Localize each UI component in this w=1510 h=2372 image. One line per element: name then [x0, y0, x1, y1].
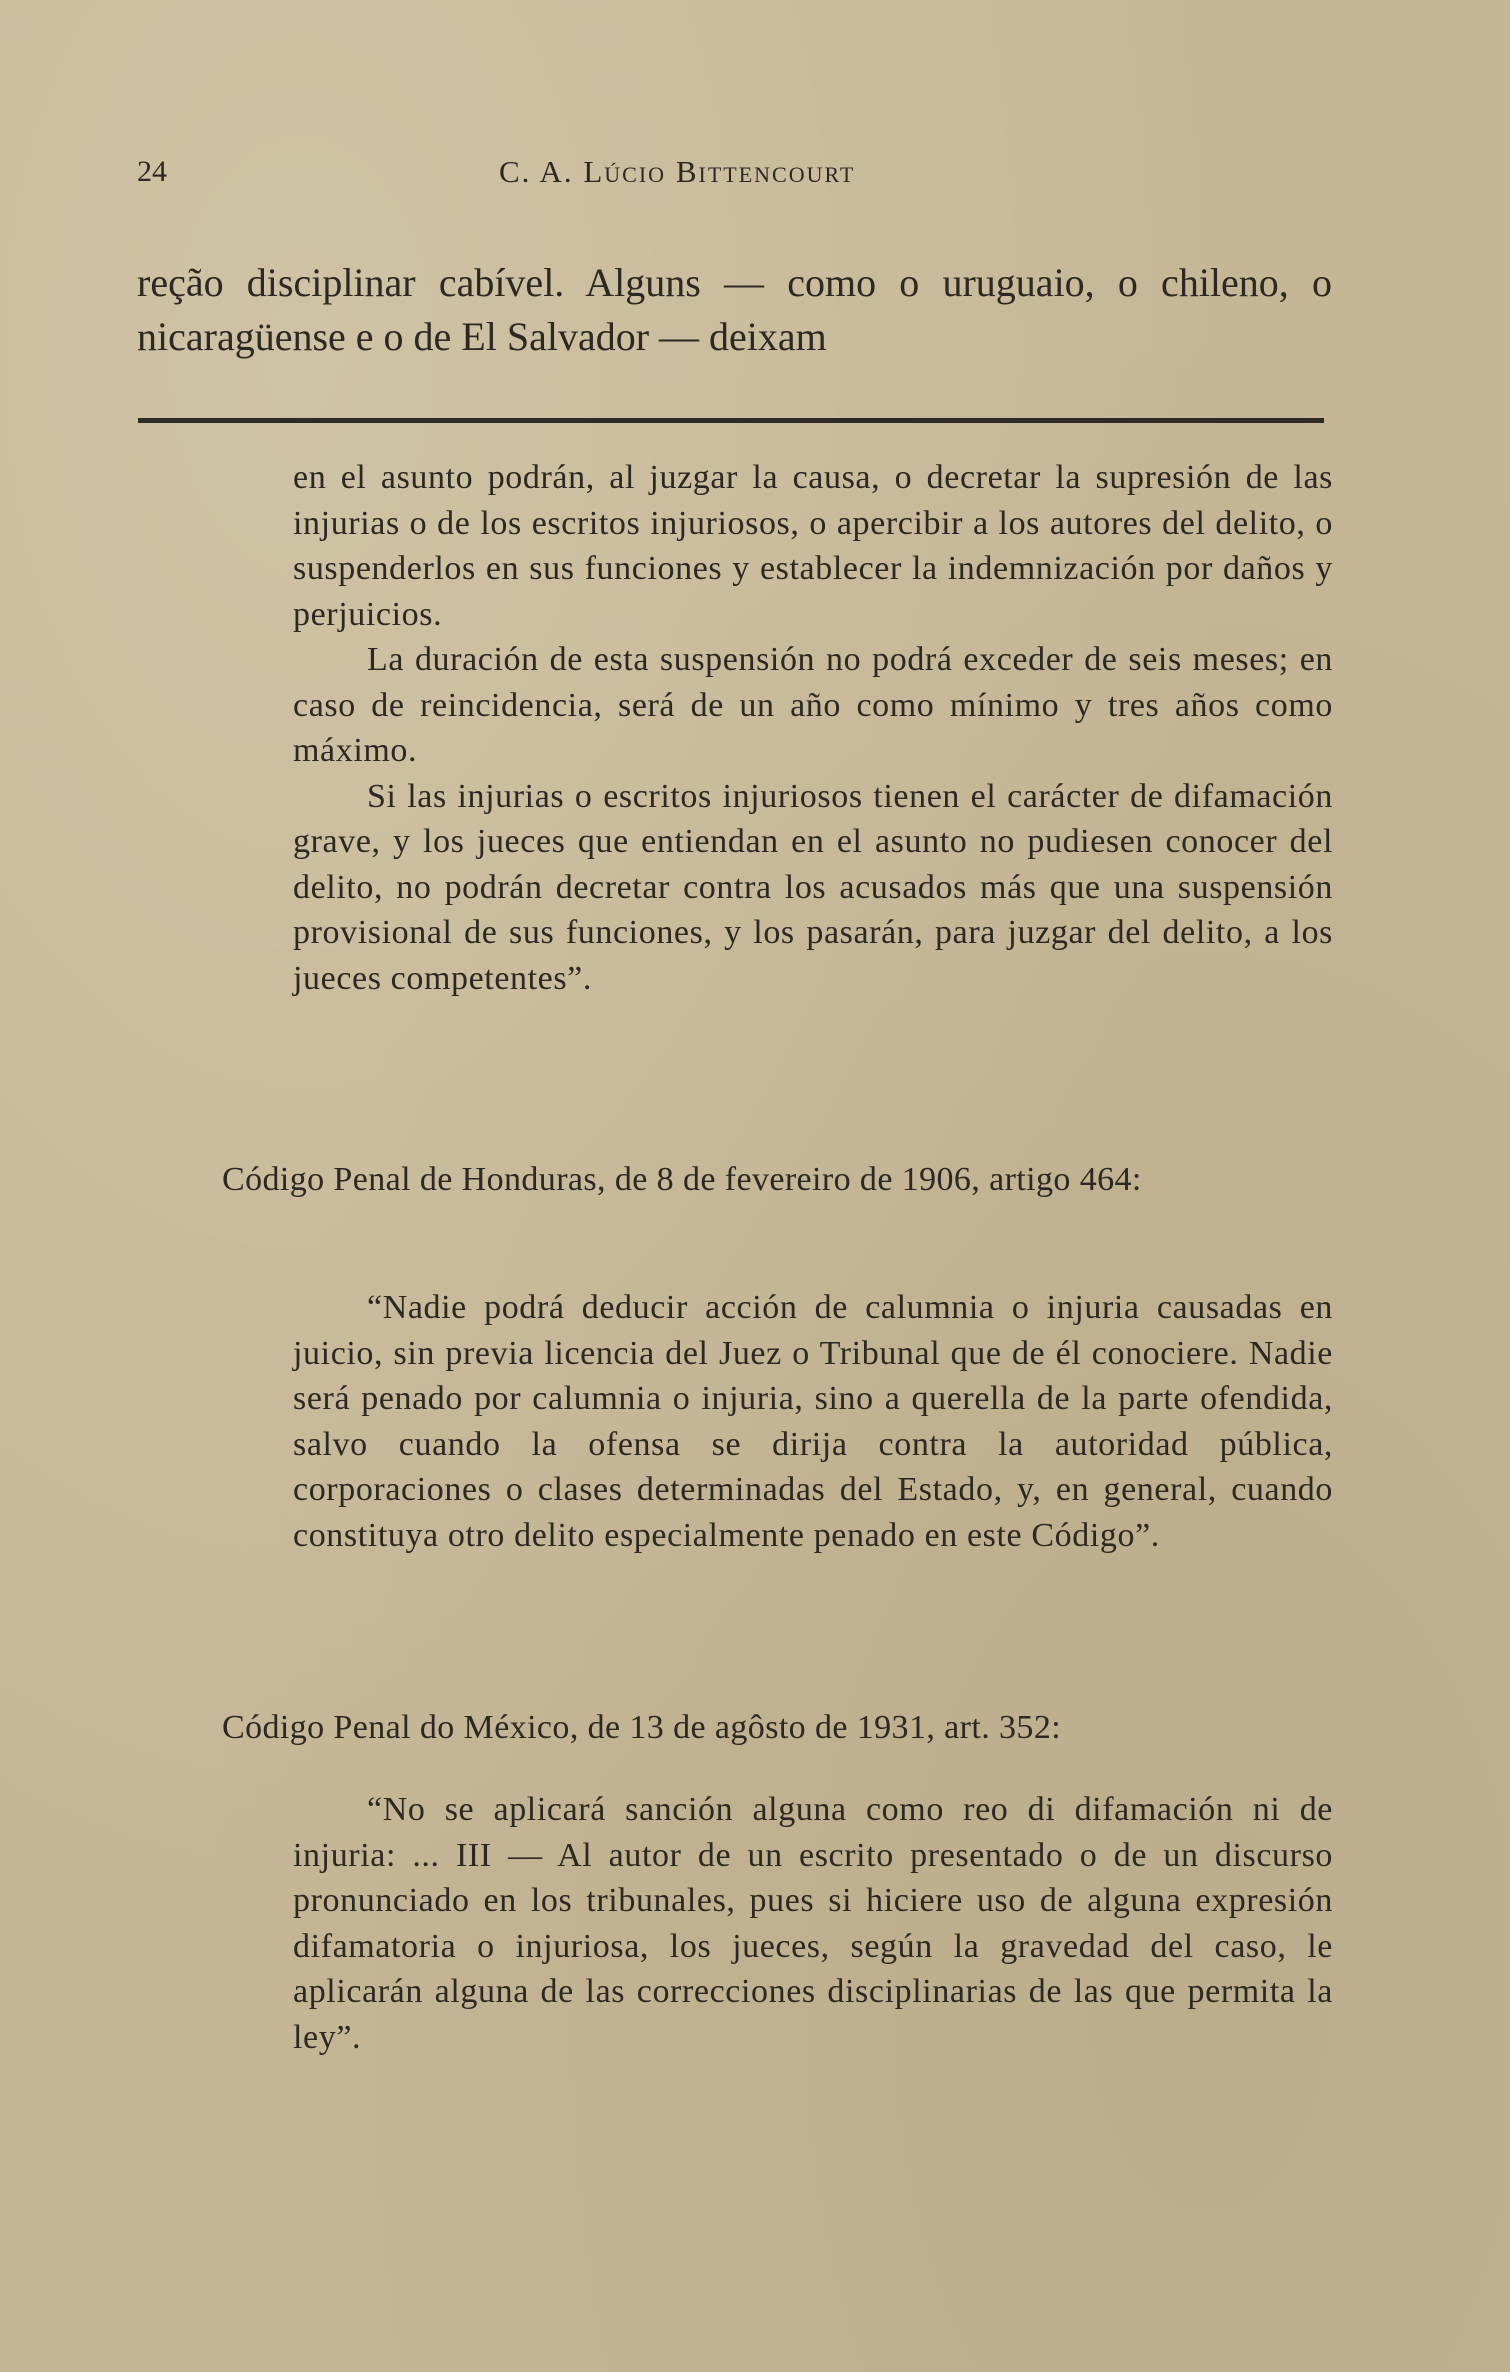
quote-paragraph: Si las injurias o escritos injuriosos tienen el carácter de difamación grave, y los jueces que entiendan en el asunto no pudiesen conocer del delito, no podrán decretar contra los acusados más que una suspensión provisional de sus funciones, y los pasarán, para juzgar del delito, a los jueces competentes”.	[293, 777, 1333, 997]
block-quote-honduras	[293, 1285, 1333, 1558]
section-divider	[138, 418, 1324, 423]
running-head	[137, 152, 1337, 192]
quote-paragraph: La duración de esta suspensión no podrá exceder de seis meses; en caso de reincidencia, será de un año como mínimo y tres años como máximo.	[293, 641, 1333, 769]
block-quote-mexico	[293, 1787, 1333, 2060]
lead-paragraph: reção disciplinar cabível. Alguns — como o uruguaio, o chileno, o nicaragüense e o de El Salvador — deixam	[137, 260, 1332, 359]
honduras-code-citation: Código Penal de Honduras, de 8 de fevereiro de 1906, artigo 464:	[222, 1161, 1142, 1198]
mexico-code-citation: Código Penal do México, de 13 de agôsto de 1931, art. 352:	[222, 1709, 1062, 1746]
block-quote-continued	[293, 455, 1333, 1001]
quote-paragraph: “Nadie podrá deducir acción de calumnia o injuria causadas en juicio, sin previa licencia del Juez o Tribunal que de él conociere. Nadie será penado por calumnia o injuria, sino a querella de la parte ofendida, salvo cuando la ofensa se dirija contra la autoridad pública, corporaciones o clases determinadas del Estado, y, en general, cuando constituya otro delito especialmente penado en este Código”.	[293, 1289, 1333, 1554]
quote-paragraph: en el asunto podrán, al juzgar la causa, o decretar la supresión de las injurias o de los escritos injuriosos, o apercibir a los autores del delito, o suspenderlos en sus funciones y establecer la indemnización por daños y perjuicios.	[293, 459, 1333, 633]
running-title: C. A. Lúcio Bittencourt	[499, 154, 856, 189]
page-number: 24	[137, 155, 167, 188]
quote-paragraph: “No se aplicará sanción alguna como reo di difamación ni de injuria: ... III — Al autor de un escrito presentado o de un discurso pronunciado en los tribunales, pues si hiciere uso de alguna expresión difamatoria o injuriosa, los jueces, según la gravedad del caso, le aplicarán alguna de las correcciones disciplinarias de las que permita la ley”.	[293, 1791, 1333, 2056]
